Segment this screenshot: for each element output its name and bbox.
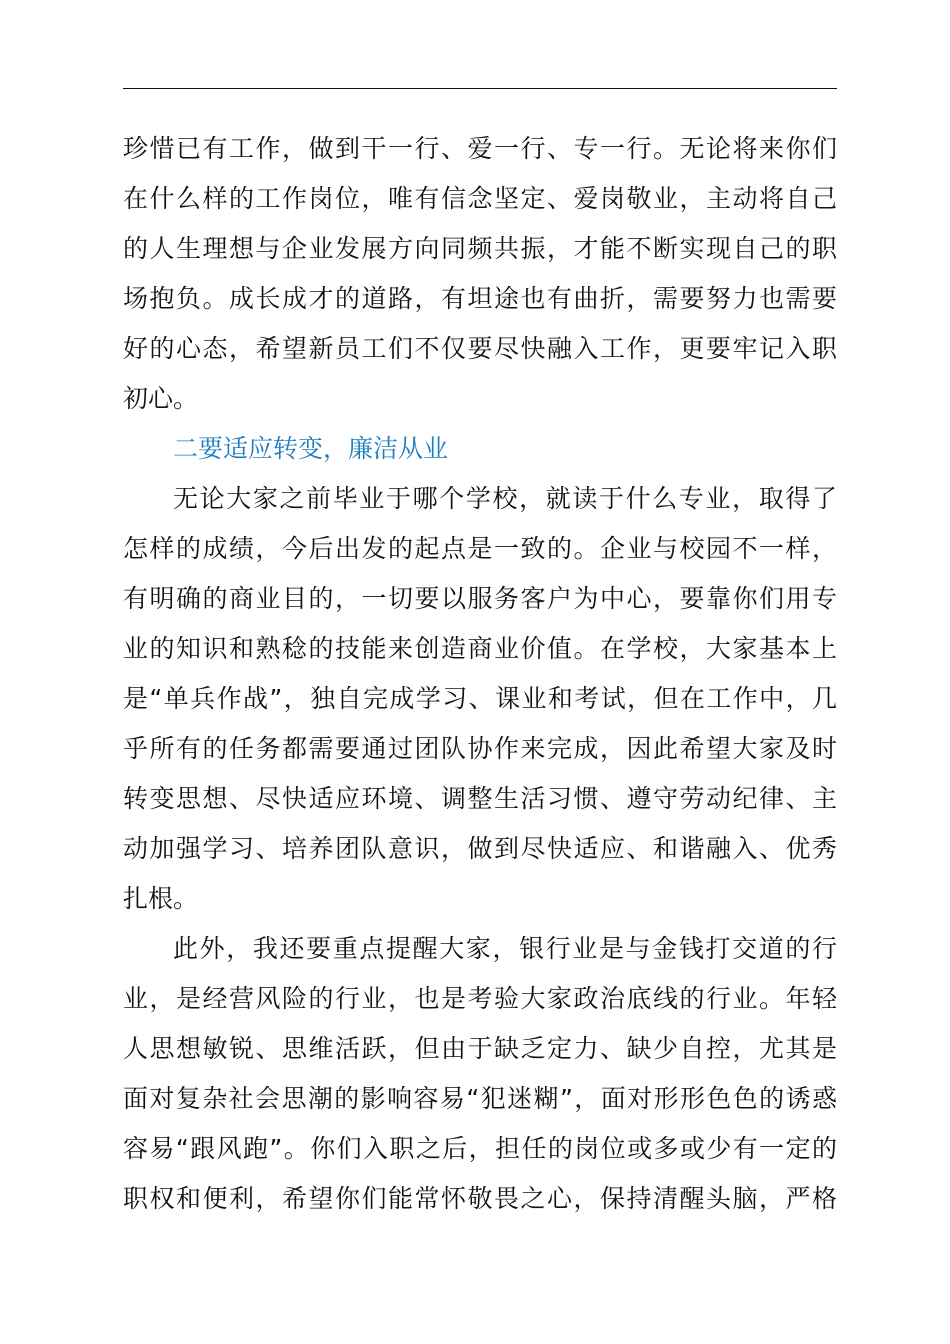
text-line: 场抱负。成长成才的道路，有坦途也有曲折，需要努力也需要	[123, 284, 837, 313]
text-line: 此外，我还要重点提醒大家，银行业是与金钱打交道的行	[173, 934, 837, 963]
text-line: 业，是经营风险的行业，也是考验大家政治底线的行业。年轻	[123, 984, 837, 1013]
document-body	[123, 124, 837, 1224]
text-line: 怎样的成绩，今后出发的起点是一致的。企业与校园不一样，	[123, 534, 837, 563]
text-line: 珍惜已有工作，做到干一行、爱一行、专一行。无论将来你们	[123, 134, 837, 163]
text-line: 业的知识和熟稔的技能来创造商业价值。在学校，大家基本上	[123, 634, 837, 663]
text-line: 转变思想、尽快适应环境、调整生活习惯、遵守劳动纪律、主	[123, 784, 837, 813]
text-line: 在什么样的工作岗位，唯有信念坚定、爱岗敬业，主动将自己	[123, 184, 837, 213]
text-line: 无论大家之前毕业于哪个学校，就读于什么专业，取得了	[173, 484, 837, 513]
text-line: 乎所有的任务都需要通过团队协作来完成，因此希望大家及时	[123, 734, 837, 763]
text-line: 有明确的商业目的，一切要以服务客户为中心，要靠你们用专	[123, 584, 837, 613]
text-line: 人思想敏锐、思维活跃，但由于缺乏定力、缺少自控，尤其是	[123, 1034, 837, 1063]
text-line: 是“单兵作战”，独自完成学习、课业和考试，但在工作中，几	[123, 684, 837, 713]
text-line: 职权和便利，希望你们能常怀敬畏之心，保持清醒头脑，严格	[123, 1184, 837, 1213]
header-rule	[123, 88, 837, 89]
text-line: 好的心态，希望新员工们不仅要尽快融入工作，更要牢记入职	[123, 334, 837, 363]
text-line: 扎根。	[123, 884, 199, 913]
text-line: 容易“跟风跑”。你们入职之后，担任的岗位或多或少有一定的	[123, 1134, 837, 1163]
text-line: 初心。	[123, 384, 199, 413]
section-heading: 二要适应转变，廉洁从业	[173, 434, 449, 463]
text-line: 的人生理想与企业发展方向同频共振，才能不断实现自己的职	[123, 234, 837, 263]
text-line: 动加强学习、培养团队意识，做到尽快适应、和谐融入、优秀	[123, 834, 837, 863]
text-line: 面对复杂社会思潮的影响容易“犯迷糊”，面对形形色色的诱惑	[123, 1084, 837, 1113]
